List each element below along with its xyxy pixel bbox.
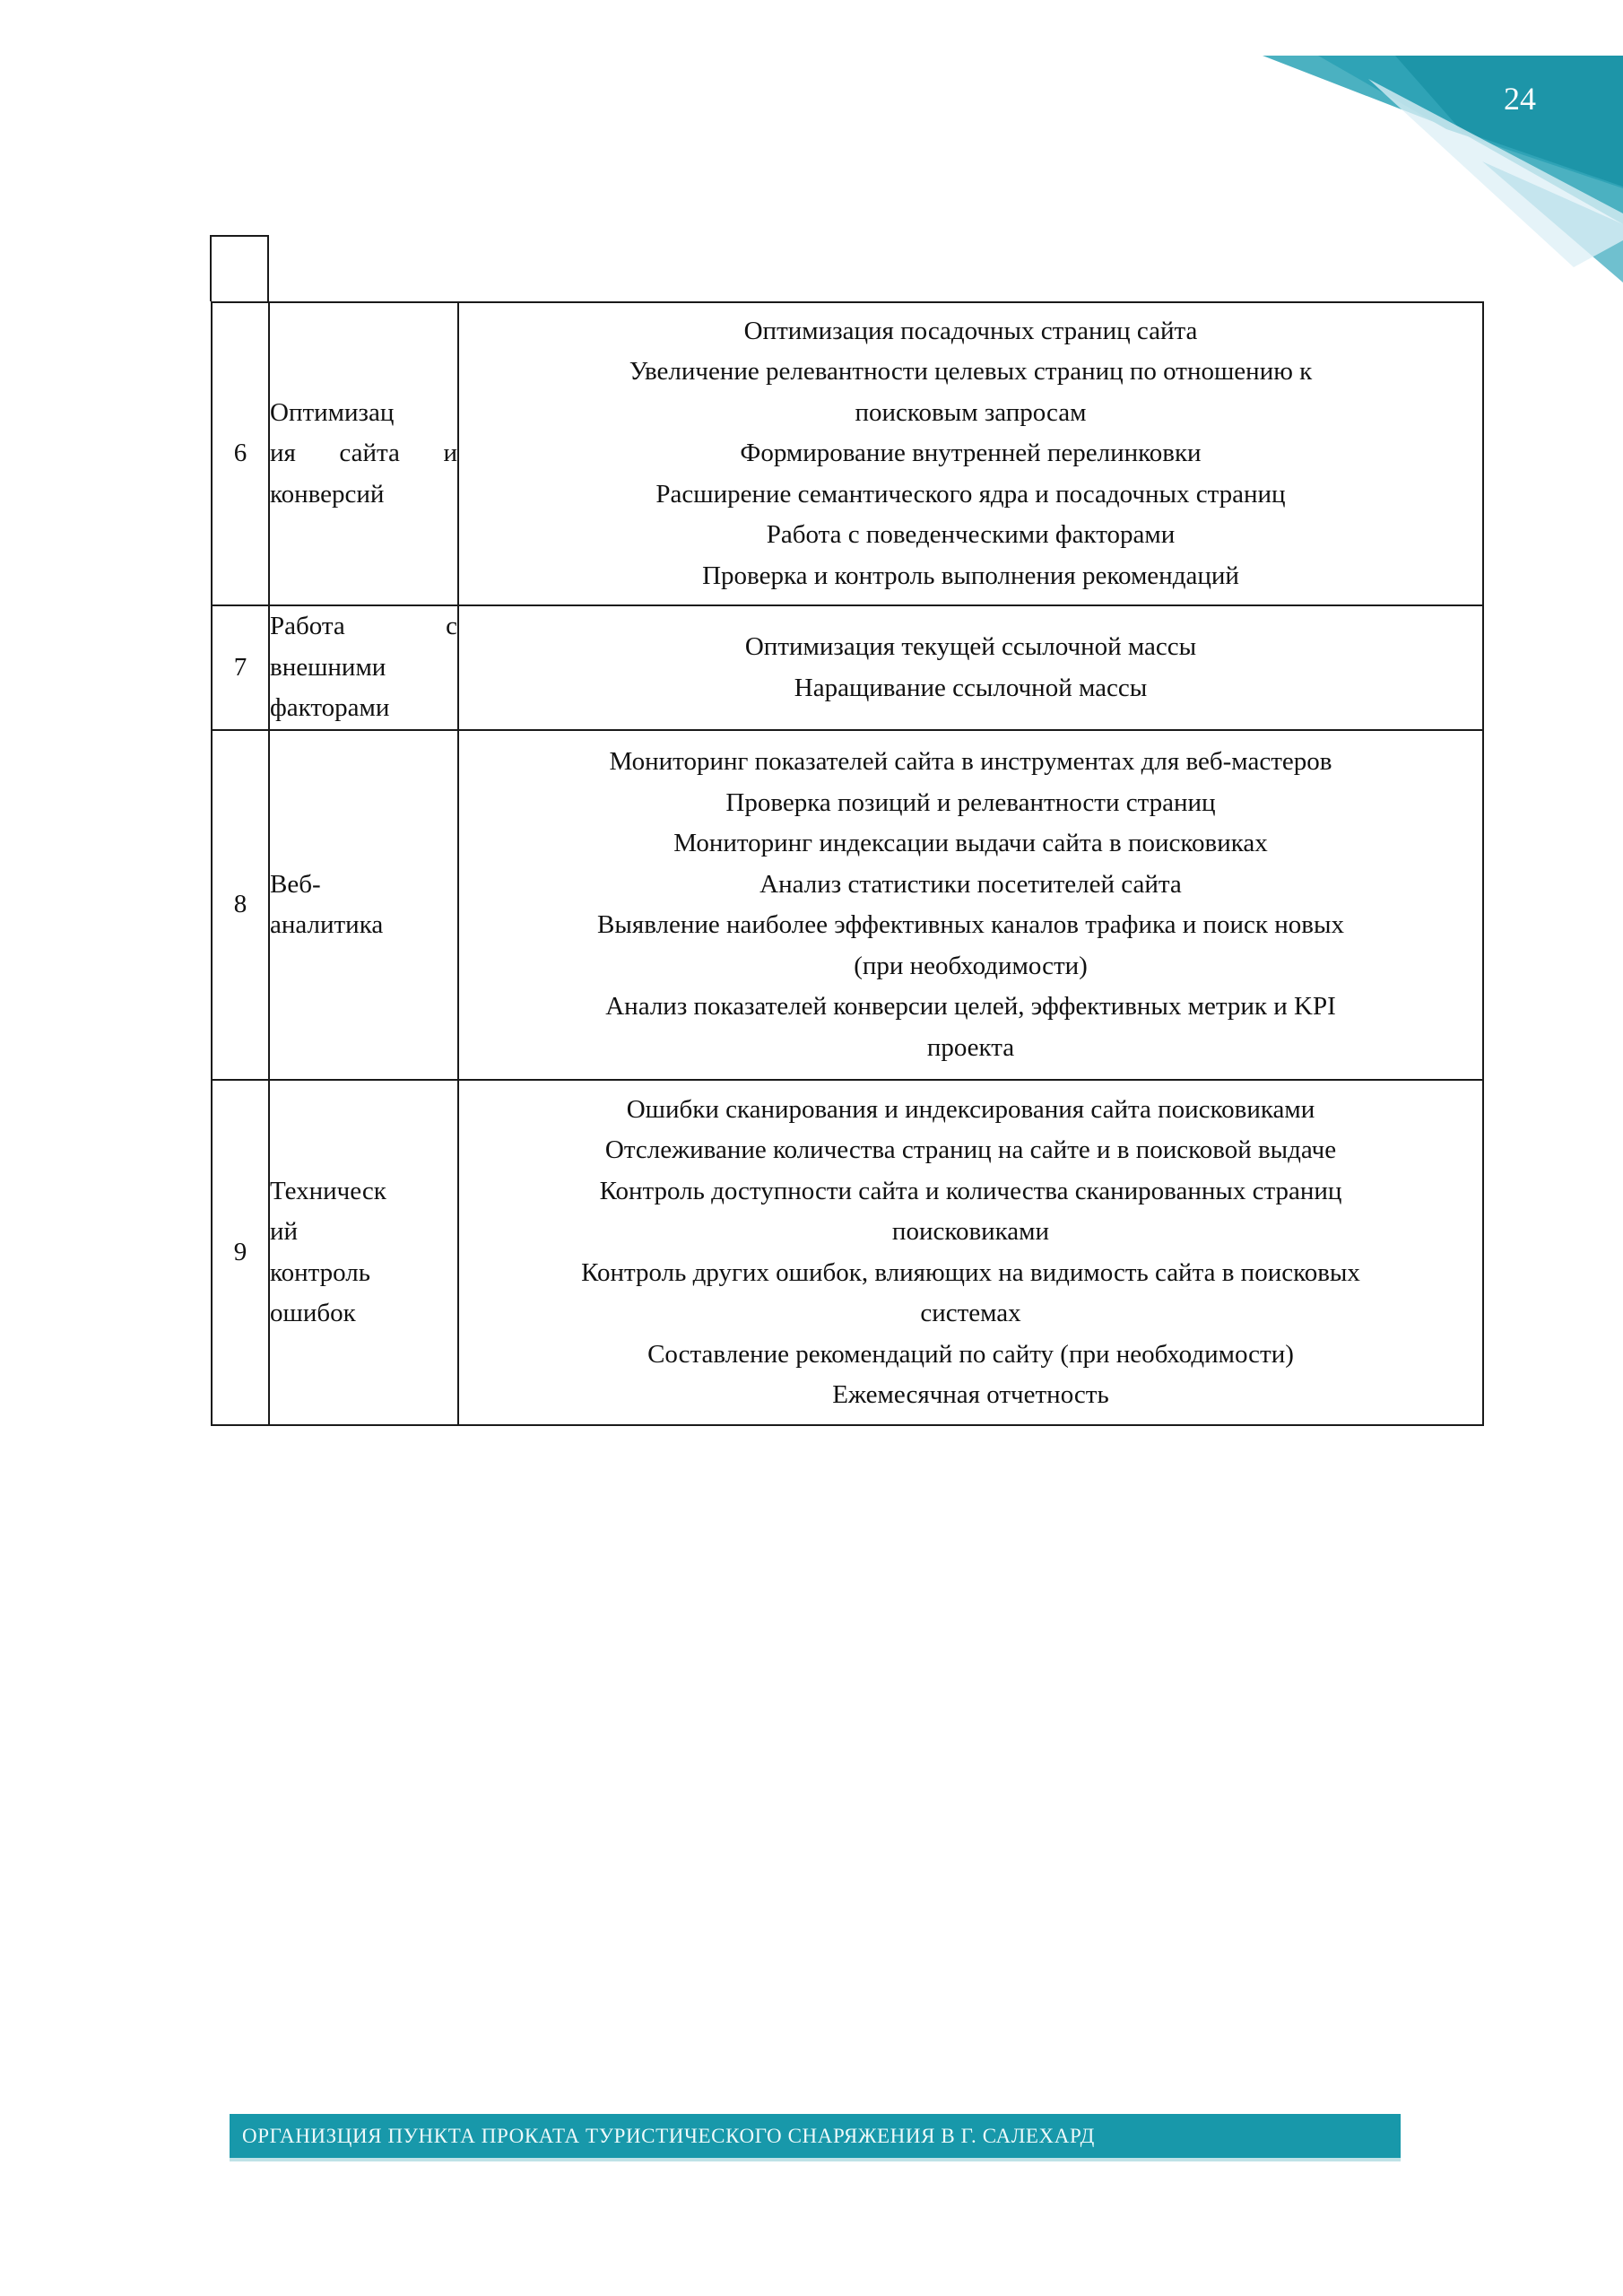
work-category-cell: Работа с внешними факторами bbox=[269, 605, 458, 730]
plan-table-body bbox=[212, 302, 1483, 1425]
seo-work-plan-table bbox=[211, 301, 1484, 1426]
work-tasks-cell: Оптимизация текущей ссылочной массы Наращивание ссылочной массы bbox=[458, 605, 1483, 730]
table-row bbox=[212, 605, 1483, 730]
table-row bbox=[212, 302, 1483, 605]
work-tasks-cell: Оптимизация посадочных страниц сайта Увеличение релевантности целевых страниц по отношению к поисковым запросам Формирование внутренней перелинковки Расширение семантического ядра и посадочных страниц Работа с поведенческими факторами Проверка и контроль выполнения рекомендаций bbox=[458, 302, 1483, 605]
work-category-cell: Оптимизац ия сайта и конверсий bbox=[269, 302, 458, 605]
work-tasks-cell: Мониторинг показателей сайта в инструментах для веб-мастеров Проверка позиций и релевантности страниц Мониторинг индексации выдачи сайта в поисковиках Анализ статистики посетителей сайта Выявление наиболее эффективных каналов трафика и поиск новых (при необходимости) Анализ показателей конверсии целей, эффективных метрик и KPI проекта bbox=[458, 730, 1483, 1080]
corner-triangles-decoration bbox=[1263, 54, 1623, 287]
footer-document-title: ОРГАНИЗЦИЯ ПУНКТА ПРОКАТА ТУРИСТИЧЕСКОГО СНАРЯЖЕНИЯ В Г. САЛЕХАРД bbox=[242, 2124, 1095, 2147]
page-number: 24 bbox=[1504, 81, 1536, 117]
row-number-cell: 7 bbox=[212, 605, 269, 730]
work-category-cell: Техническ ий контроль ошибок bbox=[269, 1080, 458, 1425]
row-number-cell: 9 bbox=[212, 1080, 269, 1425]
row-number-cell: 6 bbox=[212, 302, 269, 605]
row-number-cell: 8 bbox=[212, 730, 269, 1080]
work-tasks-cell: Ошибки сканирования и индексирования сайта поисковиками Отслеживание количества страниц на сайте и в поисковой выдаче Контроль доступности сайта и количества сканированных страниц поисковиками Контроль других ошибок, влияющих на видимость сайта в поисковых системах Составление рекомендаций по сайту (при необходимости) Ежемесячная отчетность bbox=[458, 1080, 1483, 1425]
footer-bar bbox=[230, 2114, 1401, 2158]
table-row bbox=[212, 1080, 1483, 1425]
work-category-cell: Веб- аналитика bbox=[269, 730, 458, 1080]
continued-table-stub-cell bbox=[210, 235, 269, 301]
table-row bbox=[212, 730, 1483, 1080]
